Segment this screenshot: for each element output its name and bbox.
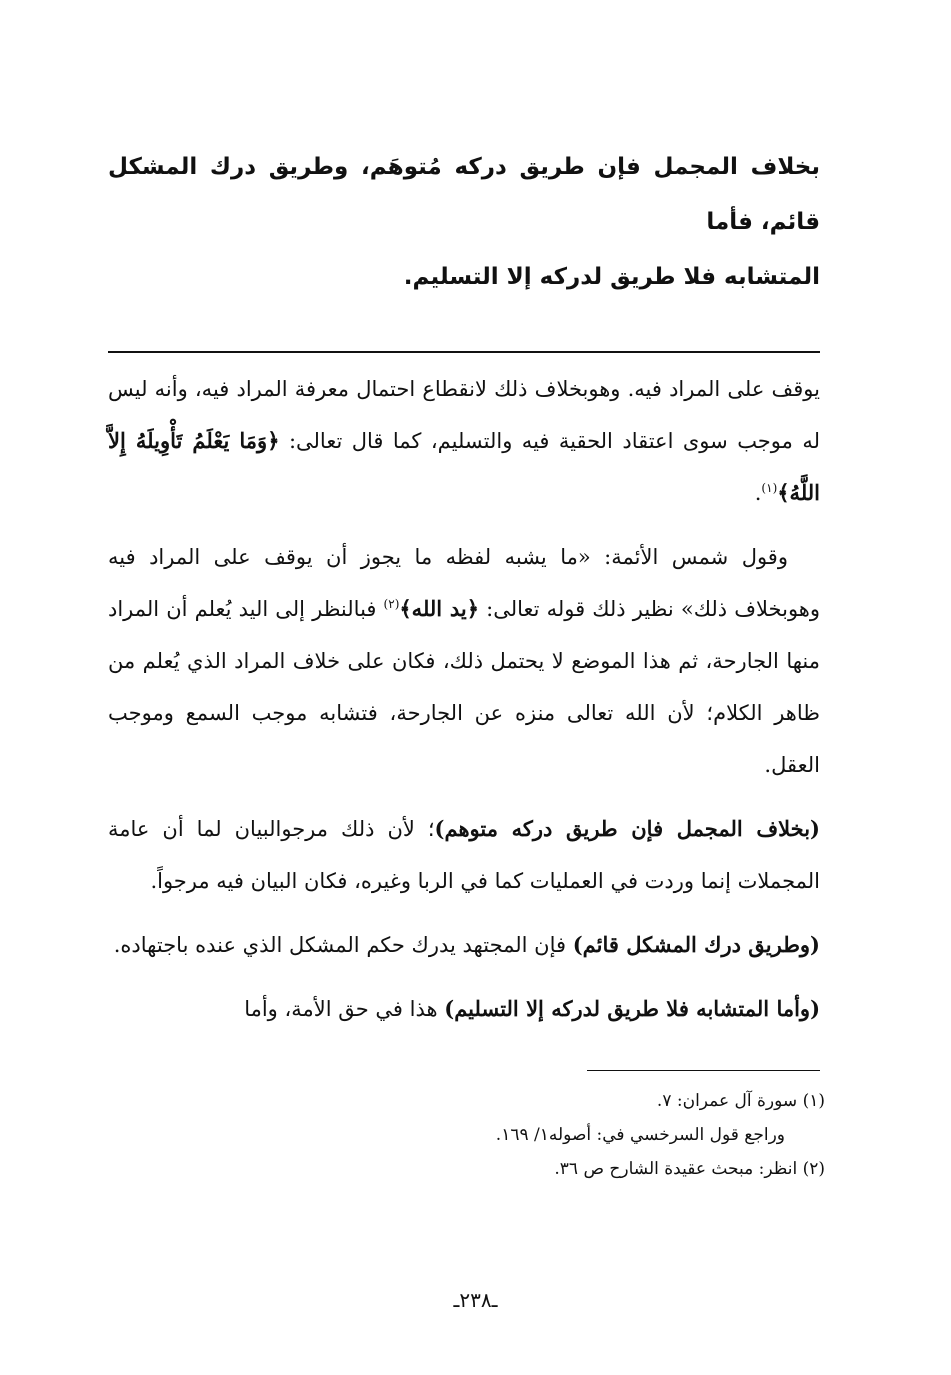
matn-divider: [108, 351, 820, 353]
sharh-paragraph-2: [108, 531, 820, 791]
matn-quote: (وأما المتشابه فلا طريق لدركه إلا التسليم): [444, 996, 820, 1021]
sharh-p5-text: هذا في حق الأمة، وأما: [244, 997, 445, 1021]
sharh-paragraph-4: [108, 919, 820, 971]
matn-quote: (وطريق درك المشكل قائم): [572, 932, 820, 957]
sharh-p1-end: .: [754, 481, 762, 505]
footnote-ref-2: (٢): [383, 597, 400, 611]
sharh-paragraph-3: [108, 803, 820, 907]
page-body: [108, 140, 820, 1047]
footnote-divider: [587, 1070, 820, 1071]
footnote-1-continued: وراجع قول السرخسي في: أصوله١/ ١٦٩.: [495, 1125, 785, 1145]
matn-line-1: بخلاف المجمل فإن طريق دركه مُتوهَم، وطريق درك المشكل قائم، فأما: [108, 154, 820, 235]
matn-line-2: المتشابه فلا طريق لدركه إلا التسليم.: [403, 264, 820, 290]
sharh-paragraph-5: [108, 983, 820, 1035]
sharh-p4-text: فإن المجتهد يدرك حكم المشكل الذي عنده باجتهاده.: [113, 933, 573, 957]
page-number: ـ٢٣٨ـ: [453, 1288, 498, 1312]
sharh-p2-part1: وقول شمس الأئمة: «ما يشبه لفظه ما يجوز أن يوقف على المراد فيه وهوبخلاف ذلك» نظير ذلك قوله تعالى:: [108, 545, 821, 621]
quran-verse: ﴿وَمَا يَعْلَمُ تَأْوِيلَهُ إِلاَّ اللَّهُ﴾: [108, 428, 820, 505]
matn-text: [108, 140, 820, 305]
sharh-p3-text: ؛ لأن ذلك مرجوالبيان لما أن عامة المجملات إنما وردت في العمليات كما في الربا وغيره، فكان البيان فيه مرجواً.: [108, 817, 820, 893]
sharh-paragraph-1: [108, 363, 820, 519]
footnote-ref-1: (١): [761, 481, 778, 495]
sharh-p2-part2: فبالنظر إلى اليد يُعلم أن المراد منها الجارحة، ثم هذا الموضع لا يحتمل ذلك، فكان على خلاف المراد الذي يُعلم من ظاهر الكلام؛ لأن الله تعالى منزه عن الجارحة، فتشابه موجب السمع وموجب العقل.: [108, 597, 820, 777]
footnote-2: (٢) انظر: مبحث عقيدة الشارح ص ٣٦.: [554, 1159, 825, 1179]
quran-verse: ﴿يد الله﴾: [399, 596, 480, 621]
sharh-p1-text: يوقف على المراد فيه. وهوبخلاف ذلك لانقطاع احتمال معرفة المراد فيه، وأنه ليس له موجب سوى اعتقاد الحقية فيه والتسليم، كما قال تعالى:: [108, 377, 820, 453]
matn-quote: (بخلاف المجمل فإن طريق دركه متوهم): [434, 816, 820, 841]
sharh-text: [108, 363, 820, 1035]
footnote-1: (١) سورة آل عمران: ٧.: [656, 1091, 825, 1111]
footnotes: [265, 1084, 825, 1186]
